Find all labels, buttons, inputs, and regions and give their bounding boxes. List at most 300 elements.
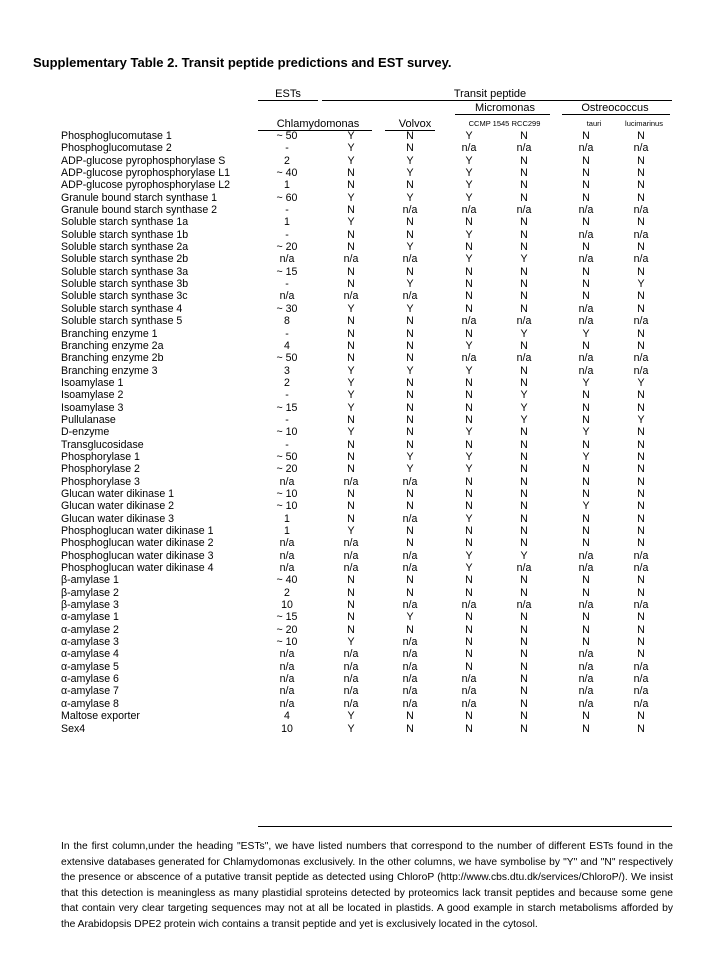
- header-transit-peptide: Transit peptide: [453, 88, 527, 100]
- prediction-cell: Y: [465, 191, 473, 204]
- prediction-cell: N: [582, 265, 590, 278]
- prediction-cell: N: [465, 475, 473, 488]
- est-cell: -: [285, 142, 289, 155]
- prediction-cell: N: [520, 167, 528, 180]
- prediction-cell: N: [637, 216, 645, 229]
- prediction-cell: N: [406, 265, 414, 278]
- prediction-cell: N: [520, 191, 528, 204]
- header-rcc299: RCC299: [511, 119, 541, 128]
- prediction-cell: N: [347, 352, 355, 365]
- row-label: Branching enzyme 2a: [61, 339, 164, 352]
- est-cell: n/a: [279, 475, 295, 488]
- prediction-cell: Y: [637, 376, 645, 389]
- est-cell: ~ 50: [276, 130, 298, 142]
- prediction-cell: N: [406, 142, 414, 155]
- table-row: [61, 315, 673, 327]
- est-cell: 8: [284, 315, 290, 328]
- row-label: α-amylase 8: [61, 697, 119, 710]
- prediction-cell: N: [582, 611, 590, 624]
- prediction-cell: N: [347, 241, 355, 254]
- prediction-cell: N: [582, 191, 590, 204]
- prediction-cell: Y: [347, 426, 355, 439]
- row-label: Phosphorylase 3: [61, 475, 140, 488]
- est-cell: ~ 10: [276, 636, 298, 649]
- prediction-cell: N: [582, 463, 590, 476]
- row-label: ADP-glucose pyrophosphorylase L1: [61, 167, 231, 180]
- prediction-cell: n/a: [402, 685, 418, 698]
- prediction-cell: n/a: [516, 142, 532, 155]
- row-label: Soluble starch synthase 2b: [61, 253, 189, 266]
- est-cell: ~ 15: [276, 265, 298, 278]
- prediction-cell: n/a: [578, 599, 594, 612]
- prediction-cell: Y: [465, 339, 473, 352]
- est-cell: 4: [284, 710, 290, 723]
- row-label: Soluble starch synthase 3b: [61, 278, 189, 291]
- prediction-cell: N: [465, 574, 473, 587]
- prediction-cell: Y: [637, 413, 645, 426]
- prediction-cell: N: [347, 315, 355, 328]
- prediction-cell: n/a: [578, 549, 594, 562]
- row-label: Granule bound starch synthase 1: [61, 191, 218, 204]
- prediction-cell: n/a: [461, 697, 477, 710]
- prediction-cell: N: [465, 216, 473, 229]
- prediction-cell: N: [347, 228, 355, 241]
- header-tauri: tauri: [586, 119, 602, 128]
- prediction-cell: Y: [347, 191, 355, 204]
- prediction-cell: n/a: [578, 673, 594, 686]
- table-row: [61, 439, 673, 451]
- prediction-cell: N: [406, 216, 414, 229]
- prediction-cell: Y: [406, 191, 414, 204]
- prediction-cell: Y: [465, 130, 473, 142]
- est-cell: ~ 20: [276, 241, 298, 254]
- prediction-cell: N: [520, 179, 528, 192]
- prediction-cell: N: [637, 130, 645, 142]
- prediction-cell: N: [582, 586, 590, 599]
- est-cell: n/a: [279, 290, 295, 303]
- prediction-cell: Y: [347, 154, 355, 167]
- prediction-cell: N: [465, 623, 473, 636]
- header-underline-ests: [258, 100, 318, 101]
- table-row: [61, 303, 673, 315]
- prediction-cell: Y: [465, 154, 473, 167]
- prediction-cell: N: [637, 636, 645, 649]
- table-row: [61, 142, 673, 154]
- prediction-cell: N: [637, 611, 645, 624]
- prediction-cell: N: [347, 623, 355, 636]
- prediction-cell: n/a: [402, 290, 418, 303]
- prediction-cell: N: [347, 265, 355, 278]
- table-row: [61, 550, 673, 562]
- prediction-cell: N: [582, 167, 590, 180]
- prediction-cell: Y: [465, 463, 473, 476]
- table-row: [61, 525, 673, 537]
- prediction-cell: N: [637, 327, 645, 340]
- prediction-cell: N: [520, 339, 528, 352]
- prediction-cell: n/a: [578, 364, 594, 377]
- prediction-cell: n/a: [633, 697, 649, 710]
- prediction-cell: N: [520, 722, 528, 735]
- table-row: [61, 513, 673, 525]
- est-cell: n/a: [279, 562, 295, 575]
- prediction-cell: N: [520, 228, 528, 241]
- prediction-cell: Y: [465, 450, 473, 463]
- est-cell: n/a: [279, 673, 295, 686]
- prediction-cell: n/a: [633, 562, 649, 575]
- prediction-cell: N: [637, 154, 645, 167]
- prediction-cell: Y: [347, 525, 355, 537]
- row-label: Glucan water dikinase 1: [61, 487, 175, 500]
- prediction-cell: n/a: [402, 253, 418, 266]
- row-label: β-amylase 1: [61, 574, 119, 587]
- row-label: Phosphoglucan water dikinase 3: [61, 549, 214, 562]
- prediction-cell: N: [582, 389, 590, 402]
- prediction-cell: N: [465, 537, 473, 550]
- prediction-cell: N: [406, 130, 414, 142]
- prediction-cell: n/a: [516, 599, 532, 612]
- table-body: [61, 130, 673, 735]
- header-chlamydomonas: Chlamydomonas: [276, 118, 360, 130]
- row-label: Maltose exporter: [61, 710, 140, 723]
- prediction-cell: Y: [582, 450, 590, 463]
- row-label: Phosphoglucan water dikinase 4: [61, 562, 214, 575]
- prediction-cell: N: [520, 660, 528, 673]
- table-row: [61, 698, 673, 710]
- table-row: [61, 389, 673, 401]
- prediction-cell: n/a: [402, 599, 418, 612]
- prediction-cell: Y: [465, 228, 473, 241]
- row-label: Soluble starch synthase 1b: [61, 228, 189, 241]
- prediction-cell: Y: [520, 389, 528, 402]
- prediction-cell: n/a: [343, 562, 359, 575]
- prediction-cell: Y: [347, 401, 355, 414]
- prediction-cell: N: [347, 574, 355, 587]
- prediction-cell: n/a: [402, 475, 418, 488]
- prediction-cell: N: [582, 574, 590, 587]
- prediction-cell: N: [637, 339, 645, 352]
- prediction-cell: N: [637, 290, 645, 303]
- prediction-cell: n/a: [402, 512, 418, 525]
- table-row: [61, 365, 673, 377]
- prediction-cell: N: [637, 500, 645, 513]
- prediction-cell: Y: [582, 500, 590, 513]
- table-bottom-rule: [258, 826, 672, 827]
- prediction-cell: N: [520, 426, 528, 439]
- prediction-cell: N: [347, 599, 355, 612]
- prediction-cell: N: [637, 463, 645, 476]
- prediction-cell: Y: [347, 216, 355, 229]
- prediction-cell: N: [582, 636, 590, 649]
- est-cell: -: [285, 204, 289, 217]
- prediction-cell: N: [582, 216, 590, 229]
- prediction-cell: N: [465, 710, 473, 723]
- table-row: [61, 451, 673, 463]
- prediction-cell: n/a: [633, 660, 649, 673]
- prediction-cell: N: [520, 265, 528, 278]
- prediction-cell: N: [347, 278, 355, 291]
- prediction-cell: N: [347, 204, 355, 217]
- row-label: Granule bound starch synthase 2: [61, 204, 218, 217]
- prediction-cell: N: [637, 487, 645, 500]
- row-label: Soluble starch synthase 2a: [61, 241, 189, 254]
- prediction-cell: n/a: [343, 253, 359, 266]
- prediction-cell: n/a: [402, 636, 418, 649]
- prediction-cell: N: [582, 241, 590, 254]
- est-cell: 3: [284, 364, 290, 377]
- est-cell: -: [285, 228, 289, 241]
- row-label: Phosphoglucan water dikinase 1: [61, 525, 214, 537]
- prediction-cell: N: [465, 241, 473, 254]
- prediction-cell: N: [465, 389, 473, 402]
- header-ostreococcus: Ostreococcus: [581, 102, 649, 114]
- prediction-cell: N: [406, 623, 414, 636]
- prediction-cell: N: [406, 574, 414, 587]
- row-label: Branching enzyme 1: [61, 327, 158, 340]
- prediction-cell: N: [637, 426, 645, 439]
- est-cell: 2: [284, 586, 290, 599]
- prediction-cell: n/a: [343, 697, 359, 710]
- prediction-cell: Y: [406, 450, 414, 463]
- prediction-cell: Y: [465, 167, 473, 180]
- prediction-cell: n/a: [516, 352, 532, 365]
- est-cell: -: [285, 278, 289, 291]
- prediction-cell: N: [637, 179, 645, 192]
- prediction-cell: n/a: [402, 648, 418, 661]
- table-title: Supplementary Table 2. Transit peptide predictions and EST survey.: [33, 55, 452, 70]
- prediction-cell: N: [582, 475, 590, 488]
- prediction-cell: n/a: [461, 599, 477, 612]
- prediction-cell: N: [520, 154, 528, 167]
- est-cell: -: [285, 413, 289, 426]
- prediction-cell: n/a: [578, 142, 594, 155]
- prediction-cell: N: [637, 525, 645, 537]
- est-cell: n/a: [279, 648, 295, 661]
- est-cell: ~ 10: [276, 487, 298, 500]
- prediction-cell: N: [520, 611, 528, 624]
- header-volvox: Volvox: [398, 118, 432, 130]
- row-label: Isoamylase 3: [61, 401, 124, 414]
- prediction-cell: N: [465, 265, 473, 278]
- est-cell: 1: [284, 512, 290, 525]
- prediction-cell: N: [465, 586, 473, 599]
- prediction-cell: n/a: [578, 253, 594, 266]
- prediction-cell: n/a: [633, 599, 649, 612]
- row-label: α-amylase 6: [61, 673, 119, 686]
- prediction-cell: n/a: [633, 673, 649, 686]
- header-lucimarinus: lucimarinus: [625, 119, 663, 128]
- prediction-cell: n/a: [343, 475, 359, 488]
- est-cell: n/a: [279, 549, 295, 562]
- table-row: [61, 377, 673, 389]
- est-cell: ~ 10: [276, 500, 298, 513]
- est-cell: 1: [284, 179, 290, 192]
- prediction-cell: Y: [582, 426, 590, 439]
- prediction-cell: N: [347, 512, 355, 525]
- row-label: ADP-glucose pyrophosphorylase L2: [61, 179, 231, 192]
- prediction-cell: Y: [406, 278, 414, 291]
- row-label: β-amylase 2: [61, 586, 119, 599]
- prediction-cell: N: [520, 623, 528, 636]
- prediction-cell: Y: [520, 401, 528, 414]
- prediction-cell: n/a: [578, 228, 594, 241]
- prediction-cell: N: [520, 685, 528, 698]
- prediction-cell: N: [465, 278, 473, 291]
- prediction-cell: N: [582, 413, 590, 426]
- prediction-cell: N: [406, 586, 414, 599]
- prediction-cell: N: [406, 339, 414, 352]
- prediction-cell: N: [406, 537, 414, 550]
- prediction-cell: N: [520, 290, 528, 303]
- prediction-cell: N: [582, 537, 590, 550]
- prediction-cell: N: [520, 450, 528, 463]
- prediction-cell: Y: [347, 302, 355, 315]
- prediction-cell: n/a: [578, 315, 594, 328]
- prediction-cell: N: [465, 500, 473, 513]
- prediction-cell: n/a: [343, 290, 359, 303]
- prediction-cell: N: [520, 586, 528, 599]
- prediction-cell: Y: [465, 364, 473, 377]
- table-row: [61, 562, 673, 574]
- est-cell: 4: [284, 339, 290, 352]
- table-row: [61, 204, 673, 216]
- prediction-cell: N: [406, 401, 414, 414]
- prediction-cell: N: [406, 327, 414, 340]
- prediction-cell: Y: [465, 549, 473, 562]
- prediction-cell: N: [582, 179, 590, 192]
- prediction-cell: N: [465, 413, 473, 426]
- prediction-cell: N: [520, 500, 528, 513]
- est-cell: -: [285, 389, 289, 402]
- est-cell: 1: [284, 525, 290, 537]
- est-cell: 10: [281, 722, 293, 735]
- row-label: α-amylase 7: [61, 685, 119, 698]
- prediction-cell: N: [582, 710, 590, 723]
- table-row: [61, 673, 673, 685]
- prediction-cell: n/a: [633, 352, 649, 365]
- prediction-cell: N: [520, 278, 528, 291]
- prediction-cell: n/a: [461, 204, 477, 217]
- prediction-cell: n/a: [402, 673, 418, 686]
- prediction-cell: Y: [347, 722, 355, 735]
- prediction-cell: N: [347, 179, 355, 192]
- prediction-cell: Y: [406, 611, 414, 624]
- prediction-cell: n/a: [578, 302, 594, 315]
- prediction-cell: N: [520, 525, 528, 537]
- table-row: [61, 537, 673, 549]
- prediction-cell: Y: [465, 562, 473, 575]
- prediction-cell: Y: [465, 426, 473, 439]
- row-label: Soluble starch synthase 3c: [61, 290, 188, 303]
- prediction-cell: N: [406, 500, 414, 513]
- table-row: [61, 599, 673, 611]
- est-cell: ~ 30: [276, 302, 298, 315]
- table-row: [61, 463, 673, 475]
- prediction-cell: N: [637, 537, 645, 550]
- prediction-cell: Y: [582, 376, 590, 389]
- est-cell: n/a: [279, 660, 295, 673]
- table-row: [61, 624, 673, 636]
- row-label: Soluble starch synthase 3a: [61, 265, 189, 278]
- row-label: α-amylase 4: [61, 648, 119, 661]
- prediction-cell: n/a: [633, 549, 649, 562]
- prediction-cell: N: [347, 611, 355, 624]
- prediction-cell: N: [347, 327, 355, 340]
- prediction-cell: N: [520, 512, 528, 525]
- prediction-cell: Y: [637, 278, 645, 291]
- row-label: Soluble starch synthase 5: [61, 315, 183, 328]
- header-micromonas: Micromonas: [475, 102, 535, 114]
- row-label: Isoamylase 2: [61, 389, 124, 402]
- table-row: [61, 340, 673, 352]
- table-row: [61, 500, 673, 512]
- table-row: [61, 241, 673, 253]
- prediction-cell: n/a: [343, 549, 359, 562]
- prediction-cell: N: [465, 302, 473, 315]
- prediction-cell: n/a: [343, 673, 359, 686]
- prediction-cell: n/a: [578, 648, 594, 661]
- prediction-cell: N: [582, 130, 590, 142]
- prediction-cell: N: [520, 710, 528, 723]
- prediction-cell: n/a: [461, 142, 477, 155]
- prediction-cell: N: [520, 697, 528, 710]
- table-row: [61, 167, 673, 179]
- prediction-cell: N: [406, 389, 414, 402]
- est-cell: ~ 50: [276, 450, 298, 463]
- row-label: Phosphorylase 2: [61, 463, 140, 476]
- prediction-cell: N: [406, 179, 414, 192]
- prediction-cell: N: [406, 487, 414, 500]
- row-label: Glucan water dikinase 3: [61, 512, 175, 525]
- est-cell: ~ 20: [276, 623, 298, 636]
- prediction-cell: Y: [406, 364, 414, 377]
- prediction-cell: N: [465, 487, 473, 500]
- est-cell: -: [285, 327, 289, 340]
- prediction-cell: N: [347, 167, 355, 180]
- prediction-cell: n/a: [461, 685, 477, 698]
- row-label: α-amylase 2: [61, 623, 119, 636]
- table-row: [61, 290, 673, 302]
- prediction-cell: N: [520, 376, 528, 389]
- prediction-cell: N: [637, 722, 645, 735]
- prediction-cell: Y: [347, 376, 355, 389]
- table-row: [61, 685, 673, 697]
- row-label: D-enzyme: [61, 426, 110, 439]
- prediction-cell: N: [347, 487, 355, 500]
- prediction-cell: N: [582, 525, 590, 537]
- prediction-cell: n/a: [343, 685, 359, 698]
- table-row: [61, 266, 673, 278]
- table-row: [61, 155, 673, 167]
- est-cell: ~ 15: [276, 401, 298, 414]
- prediction-cell: n/a: [633, 315, 649, 328]
- prediction-cell: N: [520, 463, 528, 476]
- prediction-cell: N: [637, 512, 645, 525]
- est-cell: ~ 50: [276, 352, 298, 365]
- table-row: [61, 476, 673, 488]
- header-underline-transit: [322, 100, 672, 101]
- table-row: [61, 253, 673, 265]
- est-cell: n/a: [279, 685, 295, 698]
- prediction-cell: N: [637, 167, 645, 180]
- row-label: Soluble starch synthase 1a: [61, 216, 189, 229]
- prediction-cell: n/a: [461, 673, 477, 686]
- prediction-cell: N: [582, 487, 590, 500]
- prediction-cell: n/a: [402, 549, 418, 562]
- prediction-cell: n/a: [578, 352, 594, 365]
- est-cell: n/a: [279, 253, 295, 266]
- prediction-cell: Y: [406, 463, 414, 476]
- prediction-cell: N: [637, 475, 645, 488]
